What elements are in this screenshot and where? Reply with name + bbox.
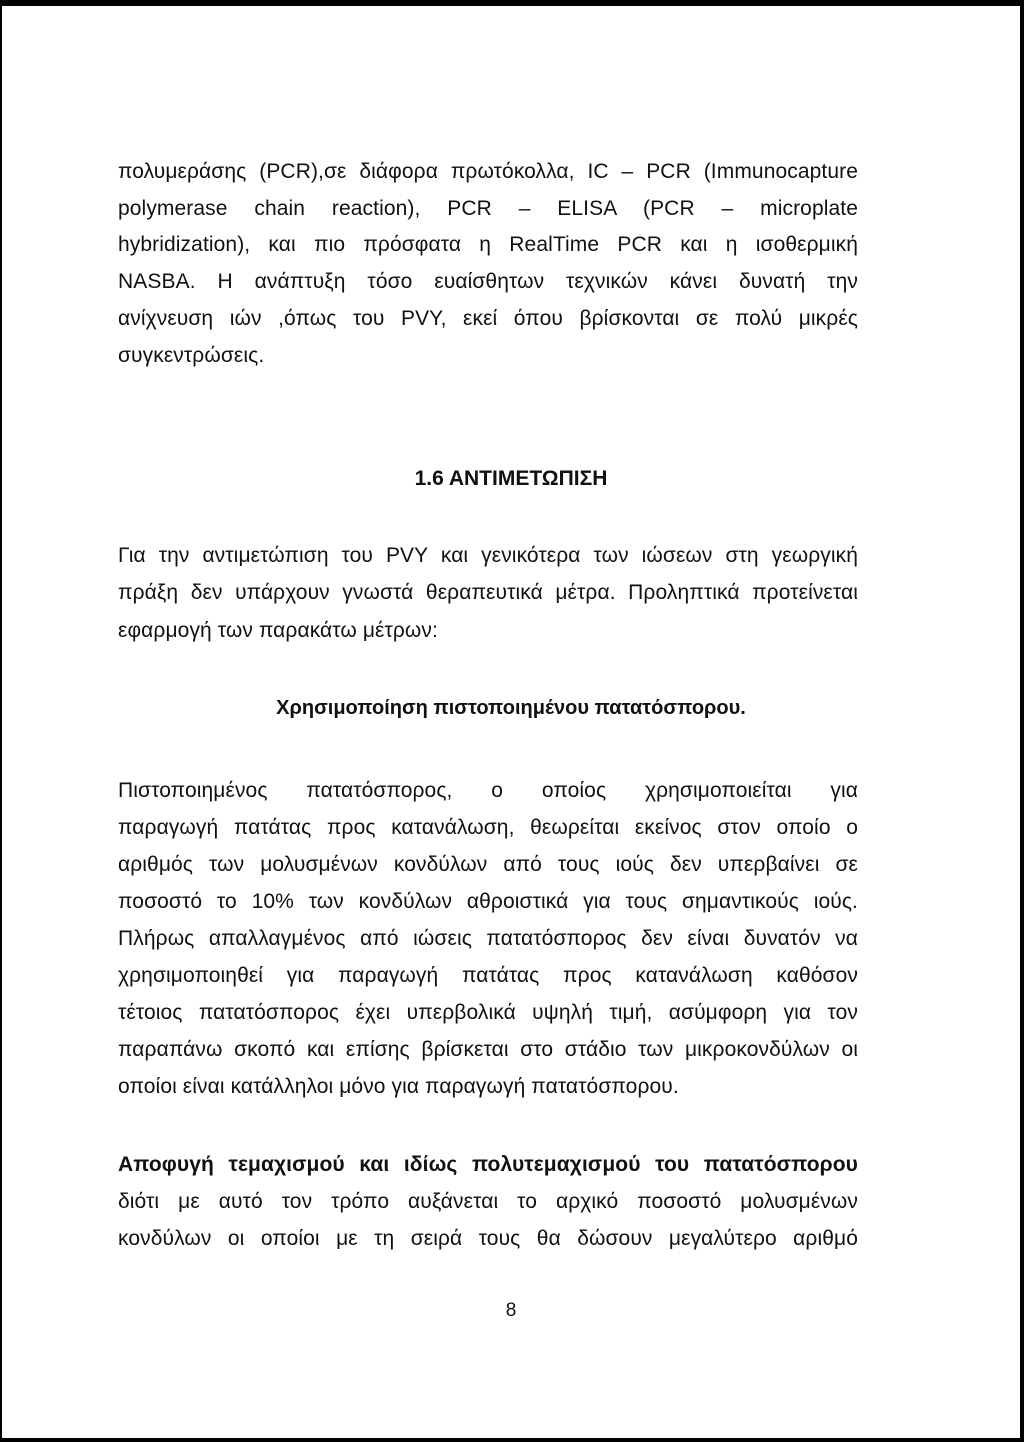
paragraph1-line: NASBA. Η ανάπτυξη τόσο ευαίσθητων τεχνικών κάνει δυνατή την — [118, 270, 858, 293]
section-heading: 1.6 ΑΝΤΙΜΕΤΩΠΙΣΗ — [414, 467, 608, 490]
paragraph1-line: συγκεντρώσεις. — [118, 344, 265, 367]
paragraph4-line: διότι με αυτό τον τρόπο αυξάνεται το αρχικό ποσοστό μολυσμένων — [118, 1190, 858, 1213]
document-page — [2, 6, 1020, 1438]
paragraph3-line: χρησιμοποιηθεί για παραγωγή πατάτας προς κατανάλωση καθόσον — [118, 964, 858, 987]
paragraph3-line: παραπάνω σκοπό και επίσης βρίσκεται στο στάδιο των μικροκονδύλων οι — [118, 1038, 858, 1061]
paragraph2-line: εφαρμογή των παρακάτω μέτρων: — [118, 619, 438, 642]
paragraph3-line: Πλήρως απαλλαγμένος από ιώσεις πατατόσπορος δεν είναι δυνατόν να — [118, 927, 858, 950]
paragraph4-line: κονδύλων οι οποίοι με τη σειρά τους θα δώσουν μεγαλύτερο αριθμό — [118, 1227, 858, 1250]
paragraph3-line: παραγωγή πατάτας προς κατανάλωση, θεωρείται εκείνος στον οποίο ο — [118, 816, 858, 839]
paragraph3-line: ποσοστό το 10% των κονδύλων αθροιστικά για τους σημαντικούς ιούς. — [118, 890, 858, 913]
paragraph1-line: hybridization), και πιο πρόσφατα η RealTime PCR και η ισοθερμική — [118, 233, 858, 256]
paragraph1-line: πολυμεράσης (PCR),σε διάφορα πρωτόκολλα, IC – PCR (Immunocapture — [118, 160, 858, 183]
page-number: 8 — [505, 1300, 517, 1321]
paragraph2-line: Για την αντιμετώπιση του PVY και γενικότερα των ιώσεων στη γεωργική — [118, 544, 858, 567]
paragraph3-line: τέτοιος πατατόσπορος έχει υπερβολικά υψηλή τιμή, ασύμφορη για τον — [118, 1001, 858, 1024]
paragraph1-line: polymerase chain reaction), PCR – ELISA (PCR – microplate — [118, 197, 858, 220]
paragraph1-line: ανίχνευση ιών ,όπως του PVY, εκεί όπου βρίσκονται σε πολύ μικρές — [118, 307, 858, 330]
paragraph4-bold-lead: Αποφυγή τεμαχισμού και ιδίως πολυτεμαχισμού του πατατόσπορου — [118, 1153, 858, 1176]
subheading: Χρησιμοποίηση πιστοποιημένου πατατόσπορου. — [276, 697, 746, 719]
paragraph3-line: Πιστοποιημένος πατατόσπορος, ο οποίος χρησιμοποιείται για — [118, 779, 858, 802]
paragraph2-line: πράξη δεν υπάρχουν γνωστά θεραπευτικά μέτρα. Προληπτικά προτείνεται — [118, 581, 858, 604]
paragraph3-line: οποίοι είναι κατάλληλοι μόνο για παραγωγή πατατόσπορου. — [118, 1075, 679, 1098]
paragraph3-line: αριθμός των μολυσμένων κονδύλων από τους ιούς δεν υπερβαίνει σε — [118, 853, 858, 876]
